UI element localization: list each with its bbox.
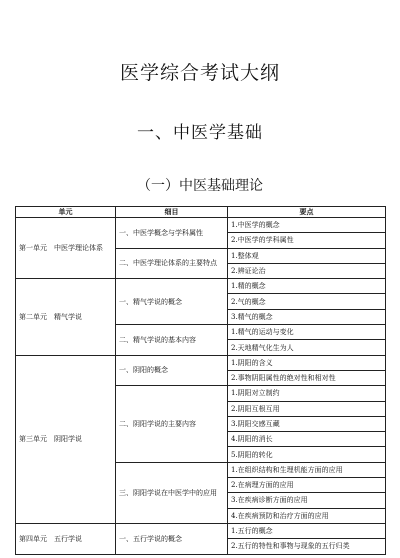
table-header-row bbox=[16, 207, 386, 218]
unit-cell: 第一单元 中医学理论体系 bbox=[16, 218, 116, 279]
point-cell: 2.五行的特性和事物与现象的五行归类 bbox=[228, 539, 386, 554]
header-point: 要点 bbox=[228, 207, 386, 218]
item-cell: 二、精气学说的基本内容 bbox=[116, 325, 228, 356]
table-row bbox=[16, 523, 386, 538]
point-cell: 1.中医学的概念 bbox=[228, 218, 386, 233]
point-cell: 2.气的概念 bbox=[228, 294, 386, 309]
item-cell: 一、精气学说的概念 bbox=[116, 279, 228, 325]
item-cell: 一、中医学概念与学科属性 bbox=[116, 218, 228, 249]
table-row bbox=[16, 355, 386, 370]
point-cell: 1.精气的运动与变化 bbox=[228, 325, 386, 340]
unit-cell: 第二单元 精气学说 bbox=[16, 279, 116, 355]
point-cell: 2.事物阴阳属性的绝对性和相对性 bbox=[228, 370, 386, 385]
point-cell: 2.中医学的学科属性 bbox=[228, 233, 386, 248]
item-cell: 二、阴阳学说的主要内容 bbox=[116, 386, 228, 462]
point-cell: 3.精气的概念 bbox=[228, 309, 386, 324]
point-cell: 1.阴阳的含义 bbox=[228, 355, 386, 370]
header-item: 细目 bbox=[116, 207, 228, 218]
unit-cell: 第三单元 阴阳学说 bbox=[16, 355, 116, 523]
point-cell: 1.五行的概念 bbox=[228, 523, 386, 538]
item-cell: 二、中医学理论体系的主要特点 bbox=[116, 248, 228, 279]
table-row bbox=[16, 218, 386, 233]
syllabus-table bbox=[15, 206, 386, 555]
item-cell: 一、阴阳的概念 bbox=[116, 355, 228, 386]
point-cell: 1.阴阳对立制约 bbox=[228, 386, 386, 401]
point-cell: 3.在疾病诊断方面的应用 bbox=[228, 493, 386, 508]
point-cell: 1.在组织结构和生理机能方面的应用 bbox=[228, 462, 386, 477]
item-cell: 三、阴阳学说在中医学中的应用 bbox=[116, 462, 228, 523]
point-cell: 2.辨证论治 bbox=[228, 263, 386, 278]
point-cell: 1.整体观 bbox=[228, 248, 386, 263]
point-cell: 5.阴阳的转化 bbox=[228, 447, 386, 462]
point-cell: 4.阴阳的消长 bbox=[228, 432, 386, 447]
header-unit: 单元 bbox=[16, 207, 116, 218]
point-cell: 2.在病理方面的应用 bbox=[228, 478, 386, 493]
point-cell: 2.阴阳互根互用 bbox=[228, 401, 386, 416]
unit-cell: 第四单元 五行学说 bbox=[16, 523, 116, 554]
subsection-heading: （一）中医基础理论 bbox=[137, 178, 263, 194]
section-heading: 一、中医学基础 bbox=[137, 123, 263, 143]
table-row bbox=[16, 279, 386, 294]
point-cell: 2.天地精气化生为人 bbox=[228, 340, 386, 355]
point-cell: 4.在疾病预防和治疗方面的应用 bbox=[228, 508, 386, 523]
document-title: 医学综合考试大纲 bbox=[119, 62, 280, 84]
item-cell: 一、五行学说的概念 bbox=[116, 523, 228, 554]
point-cell: 1.精的概念 bbox=[228, 279, 386, 294]
point-cell: 3.阴阳交感互藏 bbox=[228, 416, 386, 431]
